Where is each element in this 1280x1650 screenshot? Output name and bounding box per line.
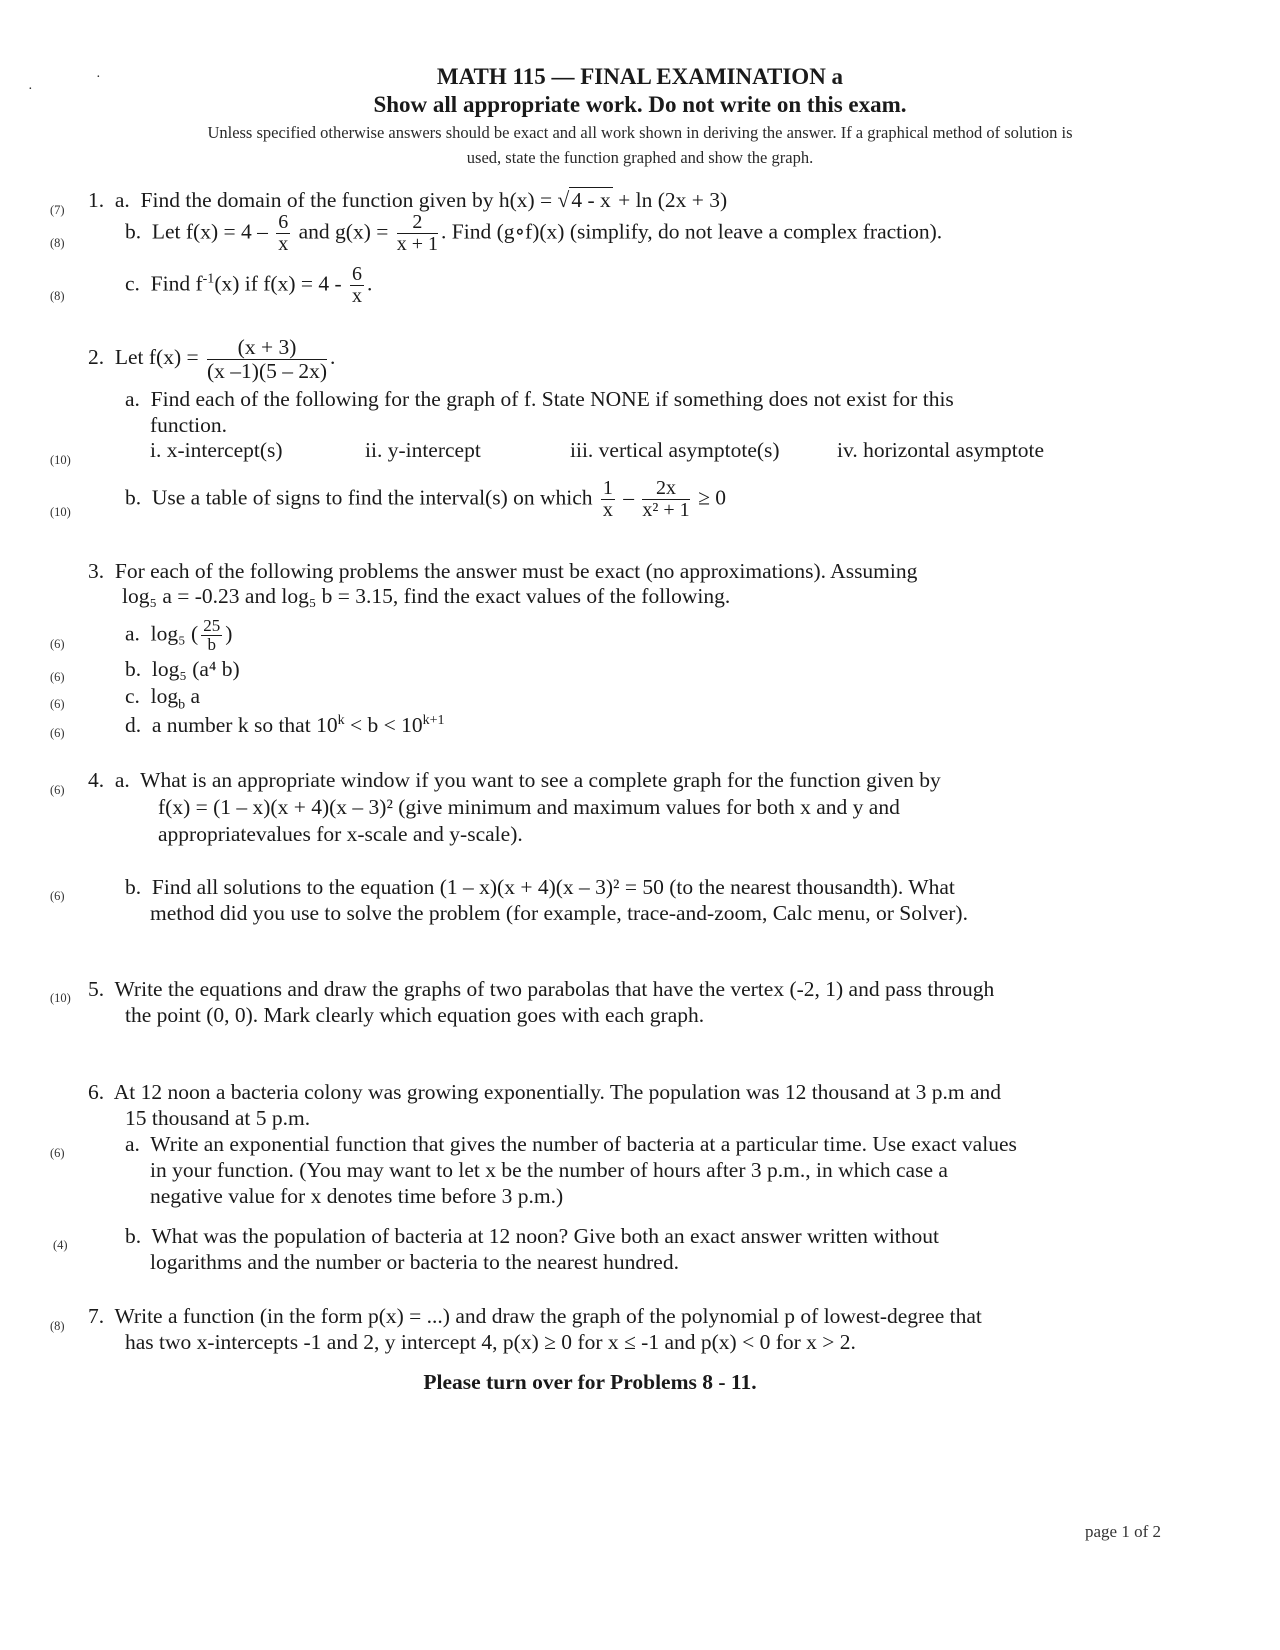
exponent-k: k xyxy=(337,713,345,728)
points-1c: (8) xyxy=(50,289,65,303)
part-4a-text-1: What is an appropriate window if you want to see a complete graph for the function given by xyxy=(140,768,941,792)
item-2a-iv: iv. horizontal asymptote xyxy=(837,438,1044,462)
numerator: 2 xyxy=(397,212,438,234)
radical-sign: √ xyxy=(557,188,570,212)
numerator: 6 xyxy=(352,263,363,285)
problem-5-text-1: Write the equations and draw the graphs of two parabolas that have the vertex (-2, 1) and pass through xyxy=(114,977,995,1001)
part-1b-let: Let f(x) = 4 – xyxy=(151,219,268,244)
problem-4-number: 4. xyxy=(88,768,105,792)
problem-4a-line-2: f(x) = (1 – x)(x + 4)(x – 3)² (give minimum and maximum values for both x and y and xyxy=(158,795,900,819)
part-1c-tail: . xyxy=(367,271,373,296)
item-2a-ii: ii. y-intercept xyxy=(365,438,481,462)
part-1b-tail: . Find (g∘f)(x) (simplify, do not leave a complex fraction). xyxy=(441,219,943,244)
problem-6-line-1 xyxy=(88,1080,1001,1105)
part-2b-label: b. xyxy=(125,485,142,510)
denominator: x xyxy=(602,499,613,521)
numerator: (x + 3) xyxy=(207,336,327,360)
instructions-line-1: Unless specified otherwise answers should be exact and all work shown in deriving the answer. If a graphical method of solution is xyxy=(207,123,1073,142)
problem-3-number: 3. xyxy=(88,559,105,583)
points-1a: (7) xyxy=(50,203,65,217)
points-4a: (6) xyxy=(50,783,65,797)
part-3a-close: ) xyxy=(225,621,233,646)
problem-1c xyxy=(125,264,372,307)
problem-6-number: 6. xyxy=(88,1080,105,1104)
problem-6a-line-2: in your function. (You may want to let x be the number of hours after 3 p.m., in which case a xyxy=(150,1158,948,1182)
problem-2-number: 2. xyxy=(88,345,105,369)
problem-6a-line-3: negative value for x denotes time before 3 p.m.) xyxy=(150,1184,564,1208)
part-3d-label: d. xyxy=(125,713,142,738)
part-1c-text2: (x) if f(x) = 4 - xyxy=(214,271,342,296)
problem-4a-line-3: appropriatevalues for x-scale and y-scale). xyxy=(158,822,523,846)
part-3c-text: log xyxy=(150,684,179,708)
part-2a-label: a. xyxy=(125,387,140,411)
part-4b-text-1: Find all solutions to the equation (1 – x)(x + 4)(x – 3)² = 50 (to the nearest thousandth). What xyxy=(151,875,955,899)
instructions-line-2: used, state the function graphed and show the graph. xyxy=(466,148,814,167)
points-2a: (10) xyxy=(50,453,71,467)
problem-2a-line-2: function. xyxy=(150,413,228,437)
exam-subtitle: Show all appropriate work. Do not write on this exam. xyxy=(373,92,907,117)
denominator: x² + 1 xyxy=(642,499,690,521)
problem-6b-line-2: logarithms and the number or bacteria to the nearest hundred. xyxy=(150,1250,679,1274)
problem-1b xyxy=(125,212,942,255)
page-number: page 1 of 2 xyxy=(1085,1522,1162,1541)
exam-title: MATH 115 — FINAL EXAMINATION a xyxy=(436,64,844,89)
problem-2-stem xyxy=(88,336,335,382)
problem-4b-line-2: method did you use to solve the problem (for example, trace-and-zoom, Calc menu, or Solver). xyxy=(150,901,968,925)
problem-6b-line-1 xyxy=(125,1224,939,1249)
points-1b: (8) xyxy=(50,236,65,250)
problem-4b-line-1 xyxy=(125,875,955,900)
exponent-k-plus-1: k+1 xyxy=(422,713,445,728)
problem-2b xyxy=(125,478,726,521)
part-6a-text-1: Write an exponential function that gives the number of bacteria at a particular time. Use exact values xyxy=(150,1132,1017,1156)
numerator: 2x xyxy=(642,478,689,500)
turn-over-note: Please turn over for Problems 8 - 11. xyxy=(423,1370,757,1394)
part-1c-text: Find f xyxy=(150,271,203,296)
problem-7-number: 7. xyxy=(88,1304,105,1328)
problem-3-line-2: log₅ a = -0.23 and log₅ b = 3.15, find the exact values of the following. xyxy=(122,584,731,608)
item-2a-i: i. x-intercept(s) xyxy=(150,438,283,462)
problem-6a-line-1 xyxy=(125,1132,1017,1157)
problem-5-line-1 xyxy=(88,977,994,1002)
numerator: 1 xyxy=(602,477,613,499)
part-3a-log: log₅ ( xyxy=(150,621,199,646)
points-5: (10) xyxy=(50,991,71,1005)
problem-2-tail: . xyxy=(330,345,336,369)
minus-sign: – xyxy=(623,485,635,510)
part-1a-text: Find the domain of the function given by h(x) = xyxy=(140,188,553,212)
part-3b-label: b. xyxy=(125,657,142,681)
problem-4a-line-1 xyxy=(88,768,941,793)
problem-3d xyxy=(125,713,445,738)
numerator: 6 xyxy=(278,211,289,233)
fraction-2-over-x-plus-1 xyxy=(397,212,438,255)
fraction-f-of-x xyxy=(207,336,327,382)
part-1c-label: c. xyxy=(125,271,140,296)
part-3d-text: a number k so that 10 xyxy=(151,713,338,738)
points-6b: (4) xyxy=(53,1238,68,1252)
problem-7-line-1 xyxy=(88,1304,982,1329)
problem-2-let: Let f(x) = xyxy=(114,345,199,369)
stray-mark: · xyxy=(28,82,33,97)
fraction-2x-over-x2-plus-1 xyxy=(642,478,689,521)
part-1b-and: and g(x) = xyxy=(298,219,389,244)
points-3d: (6) xyxy=(50,726,65,740)
problem-1-number: 1. xyxy=(88,188,105,212)
part-6b-text-1: What was the population of bacteria at 12 noon? Give both an exact answer written without xyxy=(151,1224,939,1248)
inverse-exponent: -1 xyxy=(202,271,215,287)
fraction-6-over-x xyxy=(350,264,364,307)
denominator: x xyxy=(278,233,289,255)
fraction-1-over-x xyxy=(601,478,615,521)
denominator: x + 1 xyxy=(396,233,439,255)
part-3a-label: a. xyxy=(125,621,140,646)
stray-mark: · xyxy=(96,70,101,85)
problem-2a-line-1 xyxy=(125,387,954,412)
problem-7-line-2: has two x-intercepts -1 and 2, y intercept 4, p(x) ≥ 0 for x ≤ -1 and p(x) < 0 for x > 2. xyxy=(125,1330,856,1354)
denominator: b xyxy=(207,634,216,654)
points-4b: (6) xyxy=(50,889,65,903)
part-3b-text: log₅ (a⁴ b) xyxy=(151,657,240,681)
part-4b-label: b. xyxy=(125,875,142,899)
part-3d-mid: < b < 10 xyxy=(344,713,423,738)
fraction-6-over-x xyxy=(276,212,290,255)
problem-6-line-2: 15 thousand at 5 p.m. xyxy=(125,1106,311,1130)
part-6a-label: a. xyxy=(125,1132,140,1156)
problem-3-line-1 xyxy=(88,559,917,584)
part-3c-label: c. xyxy=(125,684,140,708)
radicand: 4 - x xyxy=(571,188,611,212)
part-6b-label: b. xyxy=(125,1224,142,1248)
fraction-25-over-b xyxy=(201,617,222,654)
numerator: 25 xyxy=(203,616,221,635)
log-base: b xyxy=(178,697,186,713)
inequality-tail: ≥ 0 xyxy=(698,485,726,510)
problem-5-line-2: the point (0, 0). Mark clearly which equation goes with each graph. xyxy=(125,1003,705,1027)
problem-7-text-1: Write a function (in the form p(x) = ...) and draw the graph of the polynomial p of lowest-degree that xyxy=(114,1304,982,1328)
points-2b: (10) xyxy=(50,505,71,519)
points-7: (8) xyxy=(50,1319,65,1333)
part-1a-label: a. xyxy=(114,188,130,212)
problem-3a xyxy=(125,617,232,654)
problem-1a xyxy=(88,188,727,213)
problem-5-number: 5. xyxy=(88,977,105,1001)
item-2a-iii: iii. vertical asymptote(s) xyxy=(570,438,780,462)
denominator: (x –1)(5 – 2x) xyxy=(207,358,328,383)
problem-3b xyxy=(125,657,240,682)
part-1a-tail: + ln (2x + 3) xyxy=(618,188,728,212)
denominator: x xyxy=(352,285,363,307)
problem-3c xyxy=(125,684,200,713)
part-4a-label: a. xyxy=(114,768,130,792)
points-3c: (6) xyxy=(50,697,65,711)
points-3b: (6) xyxy=(50,670,65,684)
problem-3-text-1: For each of the following problems the answer must be exact (no approximations). Assuming xyxy=(114,559,918,583)
part-2b-text: Use a table of signs to find the interval(s) on which xyxy=(151,485,593,510)
part-1b-label: b. xyxy=(125,219,142,244)
problem-6-text-1: At 12 noon a bacteria colony was growing exponentially. The population was 12 thousand at 3 p.m and xyxy=(113,1080,1001,1104)
part-3c-tail: a xyxy=(185,684,201,708)
points-6a: (6) xyxy=(50,1146,65,1160)
part-2a-text-1: Find each of the following for the graph of f. State NONE if something does not exist for this xyxy=(150,387,954,411)
points-3a: (6) xyxy=(50,637,65,651)
